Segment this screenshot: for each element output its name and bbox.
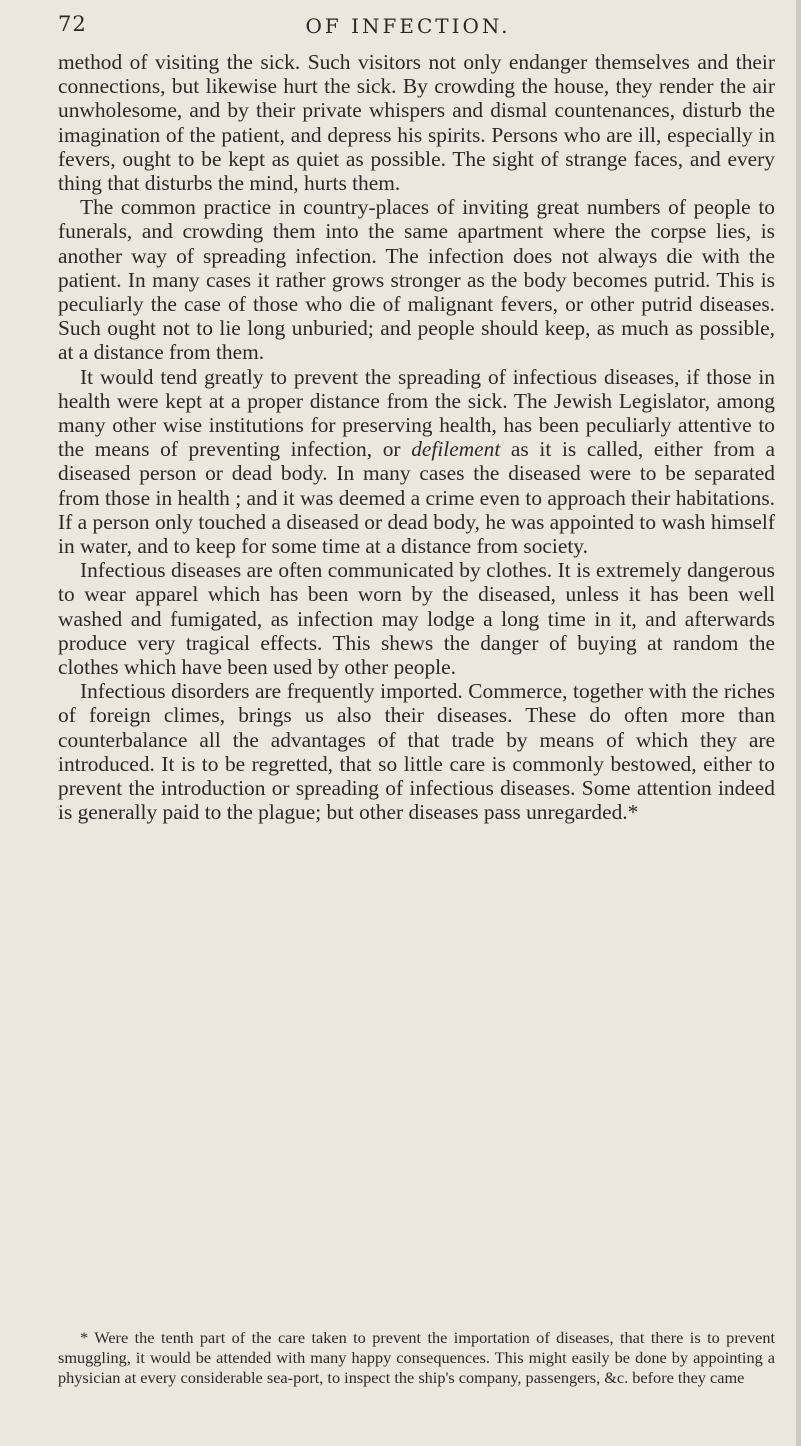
paragraph-clothes: Infectious diseases are often communicated by clothes. It is extremely dangerous to wear apparel which has been worn by the diseased, unless it has been well washed and fumigated, as infection may lodge a long time in it, and afterwards produce very tragical effects. This shews the danger of buying at random the clothes which have been used by other people.	[58, 558, 775, 680]
footnote: * Were the tenth part of the care taken to prevent the importation of diseases, that there is to prevent smuggling, it would be attended with many happy consequences. This might easily be done by appointing a physician at every considerable sea-port, to inspect the ship's company, passengers, &c. before they came	[58, 1328, 775, 1387]
legislator-text-before: It would tend greatly to prevent the spreading of infectious diseases, if those in health were kept at a proper distance from the sick. The Jewish Legislator, among many other wise institutions for preserving health, has been peculiarly attentive to the means of preventing infection, or	[58, 364, 775, 462]
paragraph-imported: Infectious disorders are frequently imported. Commerce, together with the riches of foreign climes, brings us also their diseases. These do often more than counterbalance all the advantages of that trade by means of which they are introduced. It is to be regretted, that so little care is commonly bestowed, either to prevent the introduction or spreading of infectious diseases. Some attention indeed is generally paid to the plague; but other diseases pass unregarded.*	[58, 679, 775, 825]
page-number: 72	[58, 12, 87, 36]
running-head	[58, 12, 758, 42]
paragraph-funerals: The common practice in country-places of inviting great numbers of people to funerals, and crowding them into the same apartment where the corpse lies, is another way of spreading infection. The infection does not always die with the patient. In many cases it rather grows stronger as the body becomes putrid. This is peculiarly the case of those who die of malignant fevers, or other putrid diseases. Such ought not to lie long unburied; and people should keep, as much as possible, at a distance from them.	[58, 195, 775, 365]
legislator-emphasis: defilement	[411, 437, 501, 462]
paragraph-jewish-legislator	[58, 365, 775, 559]
body-text	[58, 50, 775, 825]
legislator-text-after: as it is called, either from a diseased person or dead body. In many cases the diseased were to be separated from those in health ; and it was deemed a crime even to approach their habitations. If a person only touched a diseased or dead body, he was appointed to wash himself in water, and to keep for some time at a distance from society.	[58, 437, 775, 559]
running-title: OF INFECTION.	[305, 14, 511, 38]
paragraph-visitors: method of visiting the sick. Such visitors not only endanger themselves and their connections, but likewise hurt the sick. By crowding the house, they render the air unwholesome, and by their private whispers and dismal countenances, disturb the imagination of the patient, and depress his spirits. Persons who are ill, especially in fevers, ought to be kept as quiet as possible. The sight of strange faces, and every thing that disturbs the mind, hurts them.	[58, 50, 775, 196]
